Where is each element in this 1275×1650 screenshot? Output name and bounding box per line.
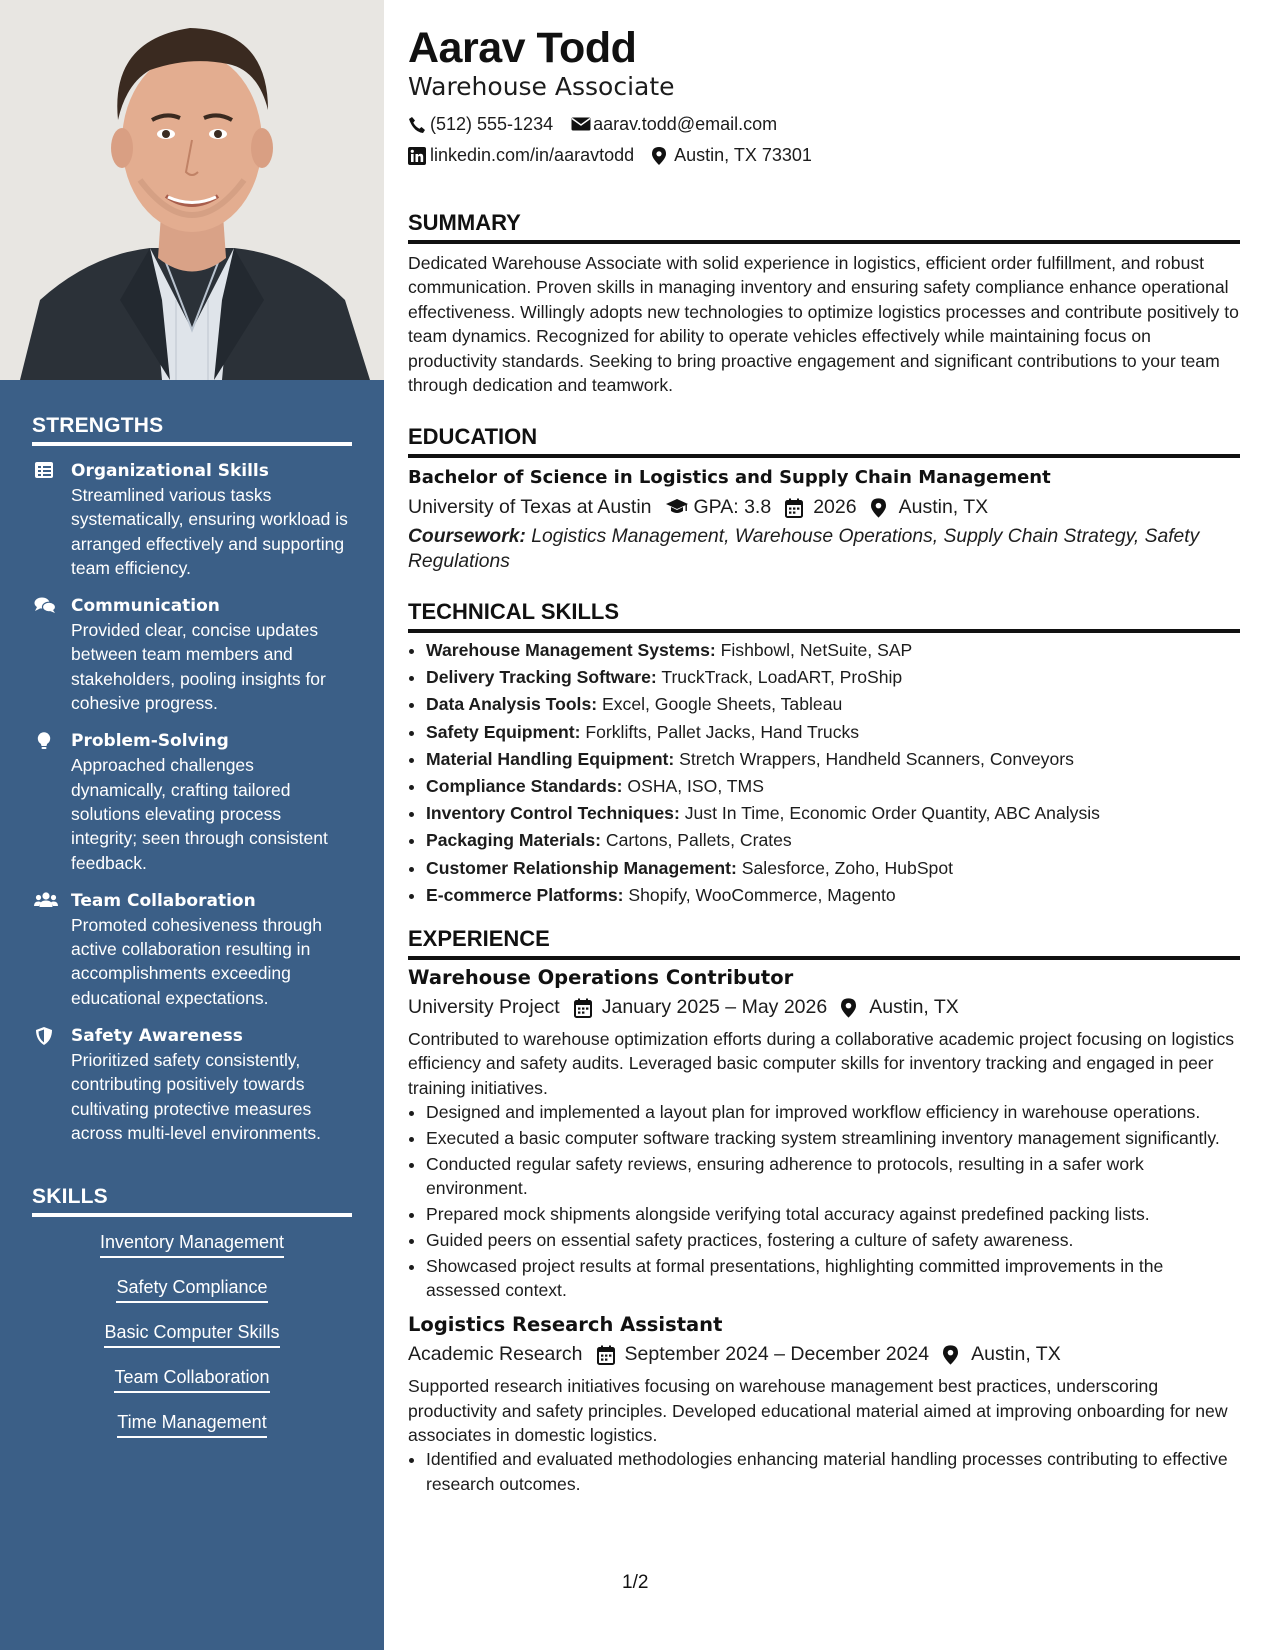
skill-tag: Basic Computer Skills: [104, 1321, 279, 1348]
experience-section: [408, 926, 1240, 1497]
skill-tag: Team Collaboration: [114, 1366, 269, 1393]
list-item: [426, 773, 1240, 800]
technical-skills-section: [408, 599, 1240, 909]
job-bullets: [408, 1100, 1240, 1302]
phone-icon: [408, 116, 426, 134]
list-item: • Prepared mock shipments alongside verifying total accuracy against predefined packing lists.: [426, 1202, 1240, 1226]
profile-photo-illustration: [0, 0, 384, 380]
coursework-label: Coursework:: [408, 526, 526, 547]
degree-title: Bachelor of Science in Logistics and Supply Chain Management: [408, 467, 1051, 488]
experience-heading: EXPERIENCE: [408, 926, 1240, 960]
skill-values: Excel, Google Sheets, Tableau: [601, 694, 843, 715]
skill-category: Warehouse Management Systems:: [426, 640, 716, 660]
skill-category: E-commerce Platforms:: [426, 884, 624, 905]
graduation-cap-icon: [666, 498, 686, 518]
list-item: [426, 664, 1240, 691]
calendar-icon: [597, 1345, 617, 1365]
skill-category: Packaging Materials:: [426, 830, 602, 851]
strengths-section: [32, 414, 352, 1145]
strength-description: Streamlined various tasks systematically, ensuring workload is arranged effectively and supporting team efficiency.: [71, 485, 348, 578]
skill-category: Customer Relationship Management:: [426, 857, 737, 878]
shield-icon: [34, 1026, 56, 1046]
list-icon: [34, 461, 56, 481]
strength-description: Approached challenges dynamically, crafting tailored solutions elevating process integrity; seen through consistent feedback.: [71, 755, 328, 873]
list-item: • Conducted regular safety reviews, ensuring adherence to protocols, resulting in a safer work environment.: [426, 1152, 1240, 1201]
calendar-icon: [574, 998, 594, 1018]
list-item: [426, 800, 1240, 827]
strength-title: Organizational Skills: [71, 461, 269, 481]
list-item: • Executed a basic computer software tracking system streamlining inventory management significantly.: [426, 1126, 1240, 1150]
skill-values: Just In Time, Economic Order Quantity, ABC Analysis: [684, 803, 1100, 824]
strength-item: [32, 729, 352, 874]
strength-title: Team Collaboration: [71, 890, 256, 911]
linkedin-link[interactable]: linkedin.com/in/aaravtodd: [430, 145, 635, 165]
candidate-role: Warehouse Associate: [408, 72, 675, 101]
education-section: [408, 424, 1240, 574]
strength-title: Problem-Solving: [71, 731, 229, 752]
job-dates: September 2024 – December 2024: [624, 1343, 930, 1366]
skill-values: OSHA, ISO, TMS: [627, 776, 764, 797]
job-summary: Contributed to warehouse optimization efforts during a collaborative academic project focusing on logistics efficiency and safety audits. Leveraged basic computer skills for inventory tracking and engaged in peer training initiatives.: [408, 1029, 1235, 1098]
contact-row: [408, 145, 812, 166]
map-pin-icon: [871, 498, 891, 518]
list-item: • Designed and implemented a layout plan for improved workflow efficiency in warehouse operations.: [426, 1100, 1240, 1124]
job-organization: Academic Research: [408, 1343, 583, 1366]
envelope-icon: [571, 116, 589, 134]
school-name: University of Texas at Austin: [408, 496, 652, 518]
page-number: 1/2: [622, 1572, 649, 1593]
skill-tag: Inventory Management: [100, 1231, 284, 1258]
strength-item: [32, 1024, 352, 1145]
graduation-year: 2026: [813, 496, 857, 518]
gpa-text: GPA: 3.8: [693, 496, 772, 518]
job-entry: [408, 966, 1240, 1302]
lightbulb-icon: [34, 731, 56, 751]
skills-list: [32, 1231, 352, 1456]
skills-section: [32, 1185, 352, 1456]
list-item: [426, 691, 1240, 718]
chat-bubbles-icon: [34, 596, 56, 616]
coursework-list: Logistics Management, Warehouse Operations, Supply Chain Strategy, Safety Regulations: [408, 526, 1200, 572]
skill-category: Safety Equipment:: [426, 721, 581, 742]
skill-values: Fishbowl, NetSuite, SAP: [720, 640, 913, 660]
job-meta-row: [408, 996, 1240, 1019]
candidate-name: Aarav Todd: [408, 24, 637, 72]
skill-category: Data Analysis Tools:: [426, 694, 598, 715]
job-summary: Supported research initiatives focusing on warehouse management best practices, underscoring productivity and safety principles. Developed educational material aimed at improving onboarding for new associates in domestic logistics.: [408, 1376, 1228, 1445]
skill-category: Inventory Control Techniques:: [426, 803, 680, 824]
sidebar: [0, 0, 384, 1650]
coursework-text: [408, 525, 1240, 574]
strength-description: Prioritized safety consistently, contributing positively towards cultivating protective measures across multi-level environments.: [71, 1050, 321, 1143]
summary-heading: SUMMARY: [408, 210, 1240, 244]
job-location: Austin, TX: [971, 1343, 1061, 1366]
skill-category: Delivery Tracking Software:: [426, 667, 657, 688]
skill-category: Material Handling Equipment:: [426, 748, 675, 769]
job-title: Logistics Research Assistant: [408, 1313, 723, 1337]
education-heading: EDUCATION: [408, 424, 1240, 458]
summary-text: Dedicated Warehouse Associate with solid experience in logistics, efficient order fulfillment, and robust communication. Proven skills in managing inventory and ensuring safety compliance enhance operational effectiveness. Willingly adopts new technologies to optimize logistics processes and contribute positively to team dynamics. Recognized for ability to operate vehicles effectively while maintaining focus on productivity standards. Seeking to bring proactive engagement and significant contributions to your team through dedication and teamwork.: [408, 253, 1239, 396]
skill-values: Cartons, Pallets, Crates: [605, 830, 792, 851]
skill-tag: Safety Compliance: [116, 1276, 267, 1303]
list-item: [426, 882, 1240, 909]
skill-values: Salesforce, Zoho, HubSpot: [741, 857, 954, 878]
summary-section: [408, 210, 1240, 397]
linkedin-icon: [408, 147, 426, 165]
skill-values: Stretch Wrappers, Handheld Scanners, Conveyors: [679, 748, 1074, 769]
list-item: [426, 719, 1240, 746]
technical-skills-heading: TECHNICAL SKILLS: [408, 599, 1240, 633]
skill-values: TruckTrack, LoadART, ProShip: [661, 667, 903, 688]
profile-photo: [0, 0, 384, 380]
strengths-heading: STRENGTHS: [32, 414, 352, 446]
skill-values: Forklifts, Pallet Jacks, Hand Trucks: [585, 721, 860, 742]
strength-description: Promoted cohesiveness through active collaboration resulting in accomplishments exceeding educational expectations.: [71, 914, 322, 1008]
strength-item: [32, 459, 352, 580]
list-item: [426, 827, 1240, 854]
strength-title: Communication: [71, 596, 220, 617]
school-location: Austin, TX: [898, 496, 989, 518]
skill-values: Shopify, WooCommerce, Magento: [628, 884, 896, 905]
calendar-icon: [785, 498, 805, 518]
strength-description: Provided clear, concise updates between team members and stakeholders, pooling insights for cohesive progress.: [71, 620, 326, 714]
job-location: Austin, TX: [869, 996, 959, 1018]
map-pin-icon: [841, 998, 861, 1018]
technical-skills-list: [408, 637, 1240, 909]
map-pin-icon: [943, 1345, 963, 1365]
strength-title: Safety Awareness: [71, 1026, 243, 1047]
list-item: • Showcased project results at formal presentations, highlighting committed improvements in the assessed context.: [426, 1254, 1240, 1303]
list-item: [426, 855, 1240, 882]
skills-heading: SKILLS: [32, 1185, 352, 1217]
users-icon: [34, 891, 56, 911]
contact-row: [408, 114, 777, 135]
job-title: Warehouse Operations Contributor: [408, 966, 794, 989]
location-text: Austin, TX 73301: [674, 145, 812, 165]
skill-category: Compliance Standards:: [426, 776, 623, 797]
phone-number[interactable]: (512) 555-1234: [430, 114, 554, 134]
skill-tag: Time Management: [117, 1411, 266, 1438]
job-organization: University Project: [408, 996, 560, 1018]
job-dates: January 2025 – May 2026: [601, 996, 828, 1018]
job-meta-row: [408, 1343, 1240, 1366]
email-link[interactable]: aarav.todd@email.com: [593, 114, 778, 134]
strength-item: [32, 594, 352, 715]
strength-item: [32, 889, 352, 1010]
list-item: • Identified and evaluated methodologies enhancing material handling processes contributing to effective research outcomes.: [426, 1447, 1240, 1496]
education-meta-row: [408, 496, 1240, 519]
map-pin-icon: [652, 147, 670, 165]
list-item: • Guided peers on essential safety practices, fostering a culture of safety awareness.: [426, 1228, 1240, 1252]
list-item: [426, 746, 1240, 773]
job-entry: [408, 1313, 1240, 1496]
job-bullets: [408, 1447, 1240, 1496]
list-item: [426, 637, 1240, 664]
